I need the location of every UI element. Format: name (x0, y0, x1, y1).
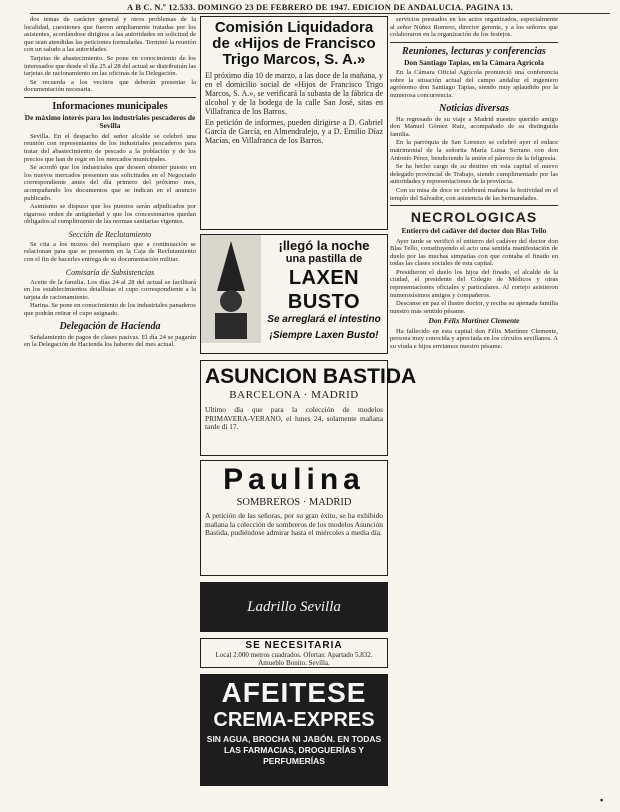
article-text: servicios prestados en los actos organizados, especialmente al señor Núñez Romero, director gerente, y a los señores que colaboraron en la organización de los festejos. (390, 16, 558, 39)
article-text: Tarjetas de abastecimiento. Se pone en conocimiento de los interesados que desde el día 25 al 28 del actual se distribuirán las tarjetas de racionamiento en las oficinas de la Delegación. (24, 54, 196, 78)
ad-line: ¡llegó la noche (278, 238, 370, 253)
article-text: Presidieron el duelo los hijos del finado, el alcalde de la ciudad, el presidente del Colegio de Médicos y otras representaciones oficiales y particulares. Al cortejo asistieron numerosísimos amigos y compañeros. (390, 268, 558, 299)
article-text: En la parroquia de San Lorenzo se celebró ayer el enlace matrimonial de la señorita María Luisa Serrano con don Antonio Pérez, bendiciendo la unión el párroco de la feligresía. (390, 139, 558, 162)
ad-brand: ASUNCION BASTIDA (205, 365, 417, 388)
article-text: dos temas de carácter general y otros problemas de la localidad, cuestiones que fueron ampliamente tratadas por los asistentes, acordándose dirigirse a las autoridades en solicitud de que sean atendidas las peticiones formuladas. Terminó la reunión con un saludo a las autoridades. (24, 16, 196, 54)
article-text: Harina. Se pone en conocimiento de los industriales panaderos que podrán retirar el cupo asignado. (24, 302, 196, 318)
ad-brand: LAXEN BUSTO (287, 267, 361, 313)
nightcap-figure-icon (201, 235, 261, 343)
article-text: Asimismo se dispuso que los puestos serán adjudicados por riguroso orden de antigüedad y que los concesionarios quedan obligados al cumplimiento de las normas sanitarias vigentes. (24, 203, 196, 226)
article-text: Ha regresado de su viaje a Madrid nuestro querido amigo don Manuel Gómez Ruiz, acompañado de su distinguida familia. (390, 115, 558, 138)
section-heading-reuniones: Reuniones, lecturas y conferencias (402, 45, 546, 57)
section-heading-subsistencias: Comisaría de Subsistencias (65, 267, 155, 277)
running-head: A B C. N.º 12.533. DOMINGO 23 DE FEBRERO DE 1947. EDICION DE ANDALUCIA. PAGINA 13. (30, 2, 610, 14)
ad-se-necesitaria (200, 638, 388, 668)
article-text: Ha fallecido en esta capital don Félix Martínez Clemente, persona muy conocida y apreciada en los círculos sevillanos. A su viuda e hijos enviamos nuestro pésame. (390, 327, 558, 351)
article-text: Ayer tarde se verificó el entierro del cadáver del doctor don Blas Tello, constituyendo el acto una sentida manifestación de duelo por las muchas simpatías con que contaba el finado en todas las clases sociales de esta capital. (390, 237, 558, 268)
section-heading-hacienda: Delegación de Hacienda (59, 320, 161, 332)
article-text: Descanse en paz el ilustre doctor, y reciba su apenada familia nuestro más sentido pésame. (390, 300, 558, 315)
ad-laxen-busto (200, 234, 388, 354)
column-3 (390, 16, 558, 808)
divider (24, 97, 196, 98)
ad-brand: Paulina (223, 463, 365, 496)
subheading-tapias: Don Santiago Tapias, en la Cámara Agrícola (404, 57, 544, 67)
ad-title: Comisión Liquidadora de «Hijos de Francisco Trigo Marcos, S. A.» (212, 19, 376, 68)
article-text: En la Cámara Oficial Agrícola pronunció una conferencia sobre la situación actual del campo andaluz el ingeniero agrónomo don Santiago Tapias, siendo muy aplaudido por la numerosa concurrencia. (390, 69, 558, 99)
article-text: Se recuerda a los vecinos que deberán presentar la documentación necesaria. (24, 78, 196, 94)
ad-paulina (200, 460, 388, 576)
ad-cities: BARCELONA · MADRID (229, 389, 359, 401)
ad-text: El próximo día 10 de marzo, a las doce de la mañana, y en el domicilio social de «Hijos de Francisco Trigo Marcos, S. A.», se verificará la subasta de la fábrica de alcohol y de la bodega de la calle San José, sitas en Villafranca de los Barros. (205, 71, 383, 116)
ad-brand: CREMA-EXPRES (213, 709, 375, 731)
column-2-ads (200, 16, 417, 808)
ad-ladrillo-banner (200, 582, 388, 632)
divider (390, 42, 558, 43)
section-heading-necrologicas: NECROLOGICAS (410, 209, 538, 226)
article-text: Señalamiento de pagos de clases pasivas. El día 24 se pagarán en la Delegación de Hacienda los haberes del mes actual. (24, 333, 196, 349)
subheading-pescaderos: De máximo interés para los industriales pescaderos de Sevilla (24, 112, 196, 131)
ad-text: En petición de informes, pueden dirigirse a D. Gabriel García de García, en Almendralejo, y a D. Emilio Díaz Macías, en Villafranca de los Barros. (205, 118, 383, 145)
margin-mark: ▪ (600, 795, 604, 805)
ad-brand: AFEITESE (221, 677, 367, 708)
article-text: Aceite de la familia. Los días 24 al 28 del actual se facilitará en los establecimientos detallistas el cupo correspondiente a la tarjeta de racionamiento. (24, 278, 196, 301)
ad-subtitle: SOMBREROS · MADRID (236, 497, 352, 508)
article-text: Con su misa de doce se celebrará mañana la festividad en el templo del Salvador, con asistencia de las hermandades. (390, 186, 558, 202)
article-text: Se acordó que los industriales que deseen obtener puesto en los nuevos mercados presenten sus solicitudes en el Negociado correspondiente antes del día primero del próximo mes, acompañando los documentos que se indican en el anuncio publicado. (24, 164, 196, 202)
subheading-tello: Entierro del cadáver del doctor don Blas Tello (401, 226, 547, 236)
ad-text: Local 2.000 metros cuadrados. Ofertas: Apartado 5.832. Amueblo Bonito. Sevilla. (215, 651, 373, 667)
ad-text: SIN AGUA, BROCHA NI JABÓN. EN TODAS LAS FARMACIAS, DROGUERÍAS Y PERFUMERÍAS (206, 734, 382, 766)
ad-comision-liquidadora (200, 16, 388, 230)
ad-text: Ultimo día que para la colección de modelos PRIMAVERA-VERANO, el lunes 24, solamente mañana tarde dí 17. (205, 405, 383, 432)
divider (390, 205, 558, 206)
section-heading-noticias: Noticias diversas (439, 102, 509, 114)
ad-asuncion-bastida (200, 360, 417, 456)
article-text: Sevilla. En el despacho del señor alcalde se celebró una reunión con representantes de los industriales pescaderos para tratar del abastecimiento de pescado a la población y de los precios que han de regir en los mercados municipales. (24, 132, 196, 163)
article-text: Se cita a los mozos del reemplazo que a continuación se relacionan para que se presenten en la Caja de Reclutamiento con el fin de hacerles entrega de su documentación militar. (24, 240, 196, 264)
ad-text: A petición de las señoras, por su gran éxito, se ha exhibido mañana la colección de sombreros de los modelos Asunción Bastida, pudiéndose admirar hasta el miércoles a media día. (205, 511, 383, 538)
ad-slogan: ¡Siempre Laxen Busto! (269, 330, 379, 341)
column-1 (24, 16, 196, 808)
article-text: Se ha hecho cargo de su destino en esta capital el nuevo delegado provincial de Trabajo, siendo cumplimentado por las autoridades y representaciones de la provincia. (390, 163, 558, 186)
ad-afeitese (200, 674, 388, 786)
ad-brand: Ladrillo Sevilla (247, 598, 341, 615)
subheading-martinez: Don Félix Martínez Clemente (428, 316, 520, 326)
section-heading-municipal: Informaciones municipales (52, 100, 168, 112)
section-heading-reclutamiento: Sección de Reclutamiento (68, 229, 152, 239)
ad-heading: SE NECESITARIA (245, 640, 343, 651)
ad-line: Se arreglará el intestino (267, 314, 381, 325)
ad-line: una pastilla de (285, 253, 363, 265)
